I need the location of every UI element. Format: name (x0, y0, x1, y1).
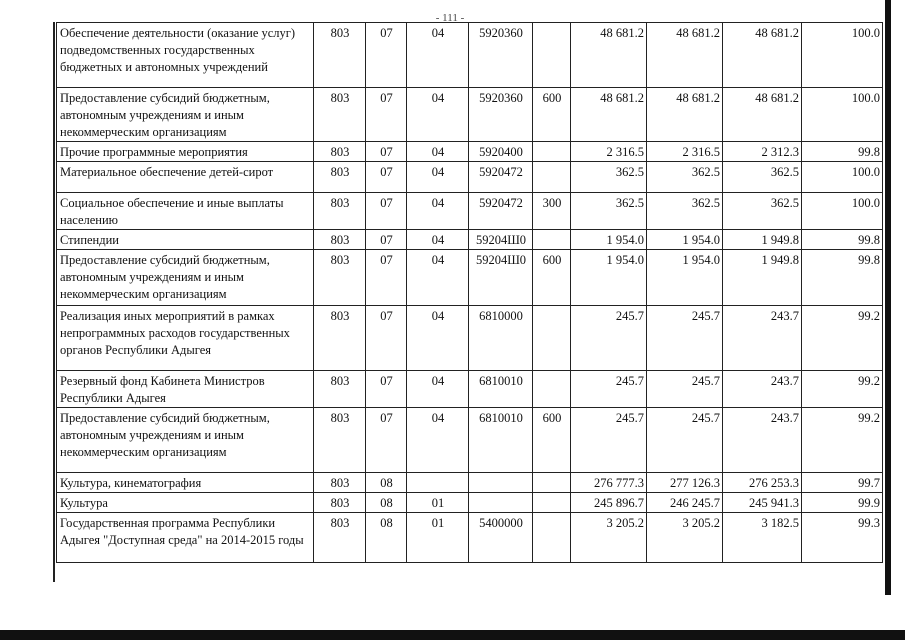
row-expense-kind (533, 513, 571, 563)
row-value-3: 2 312.3 (723, 142, 802, 162)
row-value-3: 48 681.2 (723, 88, 802, 142)
page-number: - 111 - (435, 12, 465, 24)
row-expense-kind (533, 162, 571, 193)
table-row (57, 142, 883, 162)
table-row (57, 162, 883, 193)
row-name: Социальное обеспечение и иные выплаты населению (57, 193, 314, 230)
row-ministry-code: 803 (314, 408, 366, 473)
row-target-code: 6810010 (469, 408, 533, 473)
row-section-code: 07 (366, 193, 407, 230)
row-value-2: 3 205.2 (647, 513, 723, 563)
row-value-2: 362.5 (647, 193, 723, 230)
row-value-2: 1 954.0 (647, 250, 723, 306)
row-expense-kind (533, 493, 571, 513)
row-value-3: 362.5 (723, 162, 802, 193)
scan-right-border (885, 0, 891, 595)
row-subsection-code: 04 (407, 88, 469, 142)
row-value-3: 1 949.8 (723, 230, 802, 250)
table-row (57, 371, 883, 408)
row-name: Резервный фонд Кабинета Министров Республики Адыгея (57, 371, 314, 408)
row-ministry-code: 803 (314, 493, 366, 513)
row-value-1: 245.7 (571, 371, 647, 408)
row-value-1: 245.7 (571, 306, 647, 371)
row-value-1: 245.7 (571, 408, 647, 473)
scan-bottom-bar (0, 630, 905, 640)
row-target-code: 5920360 (469, 23, 533, 88)
table-row (57, 23, 883, 88)
budget-table (56, 22, 883, 563)
row-value-2: 48 681.2 (647, 88, 723, 142)
row-subsection-code: 04 (407, 142, 469, 162)
row-value-2: 362.5 (647, 162, 723, 193)
row-expense-kind (533, 23, 571, 88)
row-target-code: 59204Ш0 (469, 230, 533, 250)
scan-left-border (53, 22, 55, 582)
row-target-code: 5920400 (469, 142, 533, 162)
row-name: Предоставление субсидий бюджетным, автономным учреждениям и иным некоммерческим организациям (57, 408, 314, 473)
row-value-2: 245.7 (647, 371, 723, 408)
row-percent: 99.2 (802, 306, 883, 371)
row-subsection-code: 04 (407, 230, 469, 250)
row-ministry-code: 803 (314, 230, 366, 250)
row-value-1: 362.5 (571, 193, 647, 230)
row-section-code: 07 (366, 230, 407, 250)
row-subsection-code: 01 (407, 493, 469, 513)
row-value-2: 2 316.5 (647, 142, 723, 162)
row-value-1: 48 681.2 (571, 23, 647, 88)
row-target-code (469, 473, 533, 493)
row-value-3: 243.7 (723, 306, 802, 371)
row-section-code: 08 (366, 473, 407, 493)
table-row (57, 250, 883, 306)
row-ministry-code: 803 (314, 250, 366, 306)
row-percent: 99.8 (802, 230, 883, 250)
row-percent: 99.2 (802, 408, 883, 473)
row-value-1: 2 316.5 (571, 142, 647, 162)
row-section-code: 07 (366, 306, 407, 371)
row-ministry-code: 803 (314, 193, 366, 230)
row-value-2: 1 954.0 (647, 230, 723, 250)
row-section-code: 07 (366, 162, 407, 193)
row-target-code: 6810000 (469, 306, 533, 371)
row-expense-kind (533, 371, 571, 408)
row-name: Прочие программные мероприятия (57, 142, 314, 162)
row-value-3: 48 681.2 (723, 23, 802, 88)
row-name: Предоставление субсидий бюджетным, автономным учреждениям и иным некоммерческим организациям (57, 88, 314, 142)
table-row (57, 493, 883, 513)
table-row (57, 88, 883, 142)
row-subsection-code: 04 (407, 250, 469, 306)
row-section-code: 07 (366, 23, 407, 88)
row-value-1: 276 777.3 (571, 473, 647, 493)
row-name: Культура (57, 493, 314, 513)
row-section-code: 07 (366, 408, 407, 473)
row-value-1: 362.5 (571, 162, 647, 193)
row-section-code: 08 (366, 493, 407, 513)
table-row (57, 513, 883, 563)
row-ministry-code: 803 (314, 513, 366, 563)
row-expense-kind: 300 (533, 193, 571, 230)
row-subsection-code: 04 (407, 162, 469, 193)
row-expense-kind: 600 (533, 88, 571, 142)
row-subsection-code: 04 (407, 193, 469, 230)
row-subsection-code: 04 (407, 371, 469, 408)
row-expense-kind (533, 230, 571, 250)
row-value-1: 1 954.0 (571, 250, 647, 306)
table-row (57, 306, 883, 371)
row-target-code: 5920360 (469, 88, 533, 142)
row-percent: 99.2 (802, 371, 883, 408)
row-value-3: 362.5 (723, 193, 802, 230)
row-ministry-code: 803 (314, 88, 366, 142)
row-percent: 99.8 (802, 250, 883, 306)
row-value-3: 3 182.5 (723, 513, 802, 563)
row-subsection-code (407, 473, 469, 493)
table-row (57, 193, 883, 230)
row-value-2: 48 681.2 (647, 23, 723, 88)
row-value-1: 3 205.2 (571, 513, 647, 563)
row-value-3: 245 941.3 (723, 493, 802, 513)
row-expense-kind (533, 473, 571, 493)
row-name: Обеспечение деятельности (оказание услуг) подведомственных государственных бюджетных и автономных учреждений (57, 23, 314, 88)
row-subsection-code: 01 (407, 513, 469, 563)
row-subsection-code: 04 (407, 23, 469, 88)
row-value-3: 243.7 (723, 371, 802, 408)
row-name: Реализация иных мероприятий в рамках непрограммных расходов государственных органов Республики Адыгея (57, 306, 314, 371)
row-section-code: 07 (366, 250, 407, 306)
row-name: Государственная программа Республики Адыгея "Доступная среда" на 2014-2015 годы (57, 513, 314, 563)
row-name: Предоставление субсидий бюджетным, автономным учреждениям и иным некоммерческим организациям (57, 250, 314, 306)
row-percent: 99.9 (802, 493, 883, 513)
row-ministry-code: 803 (314, 306, 366, 371)
table-row (57, 408, 883, 473)
row-ministry-code: 803 (314, 23, 366, 88)
row-percent: 100.0 (802, 193, 883, 230)
row-ministry-code: 803 (314, 142, 366, 162)
row-percent: 100.0 (802, 162, 883, 193)
row-value-2: 245.7 (647, 408, 723, 473)
row-value-1: 48 681.2 (571, 88, 647, 142)
table-row (57, 230, 883, 250)
row-section-code: 07 (366, 142, 407, 162)
row-target-code (469, 493, 533, 513)
row-ministry-code: 803 (314, 473, 366, 493)
row-section-code: 08 (366, 513, 407, 563)
row-ministry-code: 803 (314, 162, 366, 193)
row-target-code: 5400000 (469, 513, 533, 563)
row-expense-kind (533, 142, 571, 162)
row-percent: 100.0 (802, 88, 883, 142)
row-target-code: 5920472 (469, 162, 533, 193)
row-target-code: 6810010 (469, 371, 533, 408)
row-name: Культура, кинематография (57, 473, 314, 493)
row-name: Материальное обеспечение детей-сирот (57, 162, 314, 193)
row-target-code: 5920472 (469, 193, 533, 230)
row-name: Стипендии (57, 230, 314, 250)
row-value-3: 276 253.3 (723, 473, 802, 493)
row-section-code: 07 (366, 88, 407, 142)
row-target-code: 59204Ш0 (469, 250, 533, 306)
row-expense-kind: 600 (533, 250, 571, 306)
row-value-2: 245.7 (647, 306, 723, 371)
row-section-code: 07 (366, 371, 407, 408)
row-percent: 99.8 (802, 142, 883, 162)
table-row (57, 473, 883, 493)
row-expense-kind (533, 306, 571, 371)
row-value-3: 243.7 (723, 408, 802, 473)
row-expense-kind: 600 (533, 408, 571, 473)
row-percent: 99.7 (802, 473, 883, 493)
row-percent: 100.0 (802, 23, 883, 88)
row-subsection-code: 04 (407, 408, 469, 473)
row-value-2: 277 126.3 (647, 473, 723, 493)
row-ministry-code: 803 (314, 371, 366, 408)
row-percent: 99.3 (802, 513, 883, 563)
row-value-1: 1 954.0 (571, 230, 647, 250)
row-value-2: 246 245.7 (647, 493, 723, 513)
row-value-1: 245 896.7 (571, 493, 647, 513)
row-subsection-code: 04 (407, 306, 469, 371)
row-value-3: 1 949.8 (723, 250, 802, 306)
